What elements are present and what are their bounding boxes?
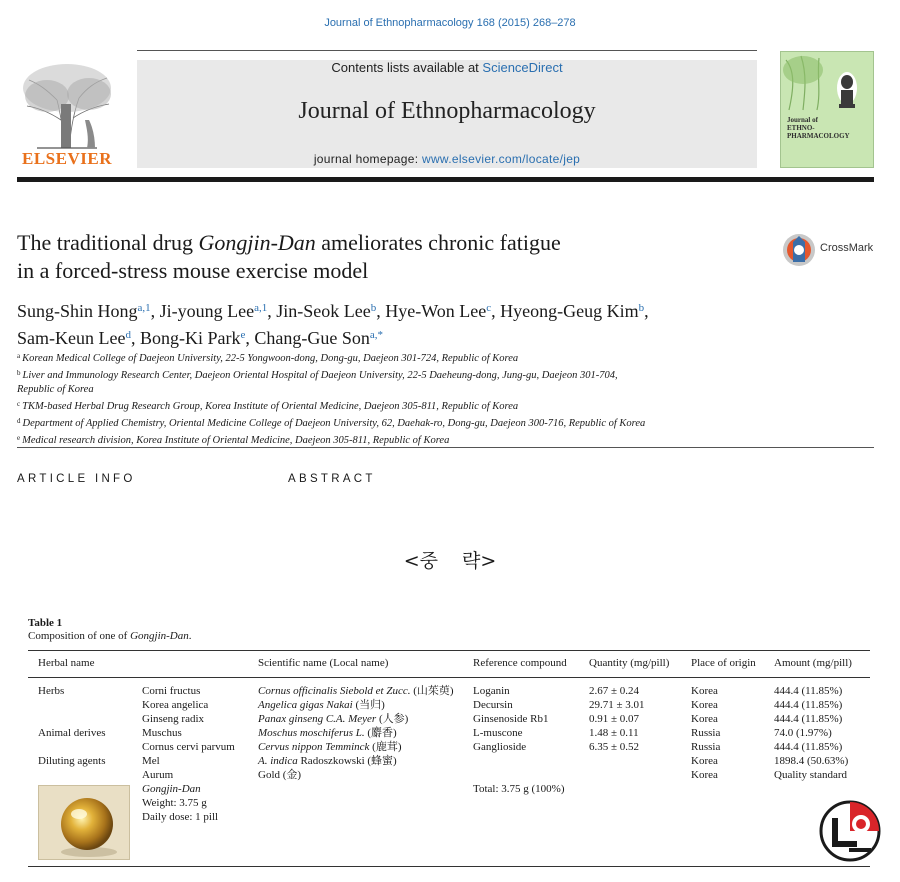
table-cell-compound: L-muscone [473, 727, 523, 739]
author-affiliation-mark[interactable]: a,* [369, 329, 383, 341]
gongjin-dan-pill-photo [38, 785, 130, 860]
table-cell-scientific-name: Moschus moschiferus L. (麝香) [258, 727, 397, 739]
table-cell-origin: Korea [691, 713, 718, 725]
table-cell-quantity: 6.35 ± 0.52 [589, 741, 640, 753]
journal-title: Journal of Ethnopharmacology [298, 98, 596, 124]
table-cell-scientific-name: Angelica gigas Nakai (当归) [258, 699, 385, 711]
table-cell-origin: Russia [691, 727, 721, 739]
journal-cover-thumbnail[interactable] [780, 51, 874, 168]
table-total: Total: 3.75 g (100%) [473, 783, 565, 795]
table-top-rule [28, 650, 870, 651]
publisher-name: ELSEVIER [22, 149, 112, 168]
author[interactable]: Ji-young Lee [159, 301, 255, 321]
table-cell-compound: Ginsenoside Rb1 [473, 713, 549, 725]
author-affiliation-mark[interactable]: b [638, 302, 645, 314]
homepage-link[interactable]: www.elsevier.com/locate/jep [421, 152, 581, 166]
crossmark-button[interactable] [782, 232, 874, 268]
table-cell-group: Animal derives [38, 727, 106, 739]
author-affiliation-mark[interactable]: e [240, 329, 246, 341]
table-header: Herbal name [38, 657, 95, 669]
table-cell-scientific-name: Cornus officinalis Siebold et Zucc. (山茱萸) [258, 685, 454, 697]
table-bottom-rule [28, 866, 870, 867]
author[interactable]: Sung-Shin Hong [17, 301, 138, 321]
affiliation: $^b$ Liver and Immunology Research Center, Daejeon Oriental Hospital of Daejeon University, 22-5 Daeheung-dong, Jung-gu, Daejeon 301-704, [17, 369, 618, 381]
product-name: Gongjin-Dan [142, 783, 201, 795]
homepage-line: journal homepage: www.elsevier.com/locate/jep [313, 152, 581, 166]
table-header: Quantity (mg/pill) [589, 657, 670, 669]
table-cell-amount: 444.4 (11.85%) [774, 713, 843, 725]
table-cell-herb: Cornus cervi parvum [142, 741, 235, 753]
table-cell-compound: Loganin [473, 685, 510, 697]
corresponding-author[interactable]: Chang-Gue Son [254, 328, 370, 348]
table-label: Table 1 [28, 617, 63, 629]
table-cell-herb: Ginseng radix [142, 713, 205, 725]
author-list: Sung-Shin Hong$^{a,1}$, Ji-young Lee$^{a,1}$, Jin-Seok Lee$^b$, Hye-Won Lee$^c$, Hyeong-Geug Kim$^b$, Sam-Keun Lee$^d$, Bong-Ki Park$^e$, Chang-Gue Son$^{a,*}$ [17, 301, 649, 348]
affiliation: Republic of Korea [17, 384, 94, 395]
article-info-heading: ARTICLE INFO [17, 473, 136, 485]
crossmark-label: CrossMark [820, 242, 874, 254]
table-cell-herb: Aurum [142, 769, 174, 781]
author[interactable]: Hyeong-Geug Kim [500, 301, 639, 321]
table-cell-scientific-name: Cervus nippon Temminck (鹿茸) [258, 741, 402, 753]
table-cell-group: Herbs [38, 685, 65, 697]
author-affiliation-mark[interactable]: c [486, 302, 492, 314]
table-cell-origin: Korea [691, 755, 718, 767]
table-cell-amount: 444.4 (11.85%) [774, 699, 843, 711]
table-header: Scientific name (Local name) [258, 657, 389, 669]
cover-title: Journal of ETHNO- PHARMACOLOGY [787, 116, 850, 140]
author-affiliation-mark[interactable]: a,1 [254, 302, 268, 314]
table-cell-herb: Muschus [142, 727, 182, 739]
table-header: Amount (mg/pill) [774, 657, 852, 669]
author[interactable]: Jin-Seok Lee [276, 301, 371, 321]
section-divider [17, 447, 874, 448]
affiliation-list [17, 349, 777, 448]
contents-line: Contents lists available at ScienceDirect [331, 60, 563, 75]
crossmark-icon [782, 232, 816, 268]
table-cell-quantity: 1.48 ± 0.11 [589, 727, 639, 739]
header-divider [137, 50, 757, 51]
author-affiliation-mark[interactable]: a,1 [137, 302, 151, 314]
table-cell-origin: Korea [691, 769, 718, 781]
table-cell-quantity: 2.67 ± 0.24 [589, 685, 640, 697]
table-cell-compound: Ganglioside [473, 741, 527, 753]
table-cell-scientific-name: A. indica Radoszkowski (蜂蜜) [258, 755, 397, 767]
table-cell-compound: Decursin [473, 699, 513, 711]
product-daily-dose: Daily dose: 1 pill [142, 811, 219, 823]
sciencedirect-link[interactable]: ScienceDirect [482, 60, 563, 75]
table-cell-scientific-name: Panax ginseng C.A. Meyer (人参) [258, 713, 409, 725]
author[interactable]: Bong-Ki Park [139, 328, 241, 348]
table-cell-herb: Corni fructus [142, 685, 201, 697]
table-cell-origin: Korea [691, 699, 718, 711]
product-weight: Weight: 3.75 g [142, 797, 207, 809]
abstract-heading: ABSTRACT [288, 473, 376, 485]
table-caption: Composition of one of Gongjin-Dan. [28, 630, 192, 642]
table-cell-amount: 74.0 (1.97%) [774, 727, 832, 739]
affiliation: $^d$ Department of Applied Chemistry, Oriental Medicine College of Daejeon University, 62, Daehak-ro, Dong-gu, Daejeon 300-716, Republic of Korea [17, 417, 646, 429]
gold-pill-image [39, 786, 130, 860]
author-affiliation-mark[interactable]: d [125, 329, 131, 341]
table-cell-amount: 1898.4 (50.63%) [774, 755, 849, 767]
affiliation: $^a$ Korean Medical College of Daejeon University, 22-5 Yongwoon-dong, Dong-gu, Daejeon 301-724, Republic of Korea [17, 352, 519, 364]
table-cell-amount: 444.4 (11.85%) [774, 741, 843, 753]
masthead-divider [17, 177, 874, 182]
table-cell-herb: Mel [142, 755, 160, 767]
table-header: Place of origin [691, 657, 756, 669]
author[interactable]: Hye-Won Lee [385, 301, 487, 321]
table-header: Reference compound [473, 657, 567, 669]
table-cell-group: Diluting agents [38, 755, 106, 767]
table-cell-amount: Quality standard [774, 769, 848, 781]
omitted-section-note: <중 략> [403, 550, 497, 572]
author[interactable]: Sam-Keun Lee [17, 328, 126, 348]
table-header-rule [28, 677, 870, 678]
table-cell-quantity: 0.91 ± 0.07 [589, 713, 640, 725]
table-cell-origin: Korea [691, 685, 718, 697]
article-title: The traditional drug Gongjin-Dan ameliorates chronic fatigue in a forced-stress mouse exercise model [17, 230, 561, 283]
table-cell-origin: Russia [691, 741, 721, 753]
table-cell-scientific-name: Gold (金) [258, 769, 302, 781]
author-affiliation-mark[interactable]: b [370, 302, 377, 314]
journal-citation[interactable]: Journal of Ethnopharmacology 168 (2015) 268–278 [324, 17, 576, 29]
table-cell-herb: Korea angelica [142, 699, 209, 711]
affiliation: $^e$ Medical research division, Korea Institute of Oriental Medicine, Daejeon 305-811, Republic of Korea [17, 434, 450, 446]
affiliation: $^c$ TKM-based Herbal Drug Research Group, Korea Institute of Oriental Medicine, Daejeon 305-811, Republic of Korea [17, 400, 519, 412]
cover-tree-icon [781, 52, 874, 114]
table-cell-amount: 444.4 (11.85%) [774, 685, 843, 697]
journal-masthead [137, 60, 757, 168]
table-cell-quantity: 29.71 ± 3.01 [589, 699, 645, 711]
watermark-logo-icon [819, 800, 881, 862]
